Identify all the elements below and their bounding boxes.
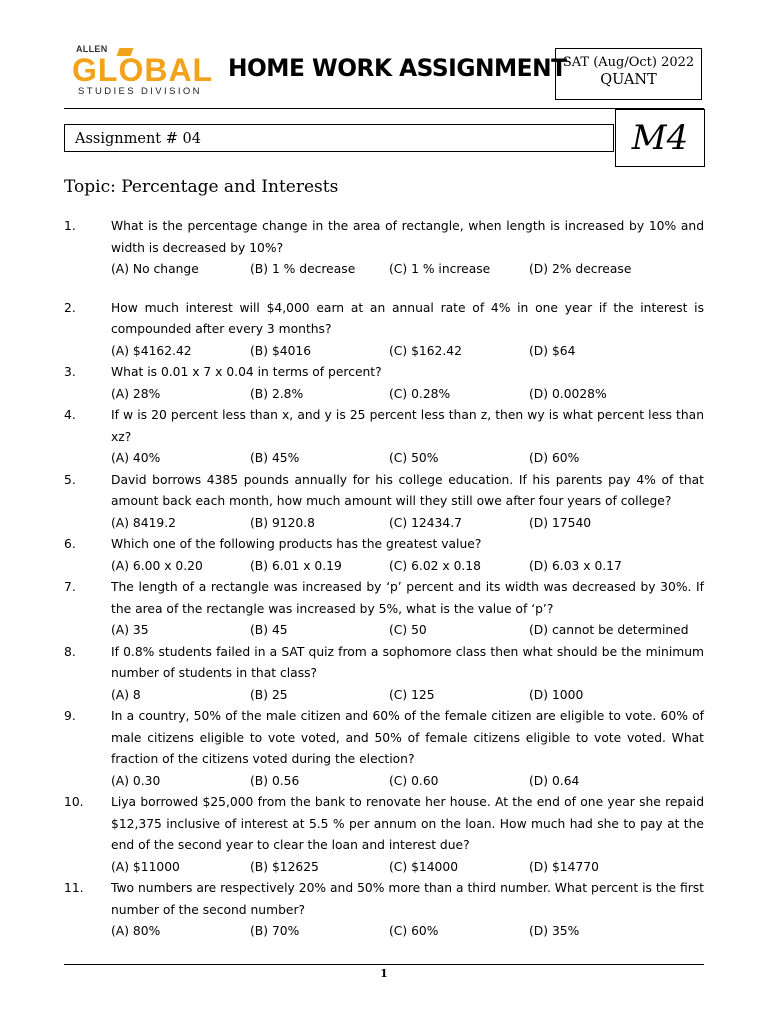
question-number: 4. (64, 408, 76, 422)
answer-options (111, 259, 704, 281)
exam-info-box (555, 48, 702, 100)
answer-option-d: (D) $14770 (529, 859, 599, 874)
question-text: In a country, 50% of the male citizen and 60% of the female citizen are eligible to vote. 60% of male citizens eligible to vote voted, and 50% of female citizens eligible to vote voted. What fraction of the citizens voted during the election? (111, 709, 704, 766)
answer-option-a: (A) 6.00 x 0.20 (111, 558, 203, 573)
answer-option-b: (B) 0.56 (250, 773, 300, 788)
answer-option-d: (D) 60% (529, 451, 580, 465)
answer-option-b: (B) 6.01 x 0.19 (250, 558, 342, 573)
answer-options (111, 513, 704, 535)
page-number: 1 (380, 967, 388, 980)
page-title: HOME WORK ASSIGNMENT (228, 54, 567, 82)
answer-option-d: (D) 0.0028% (529, 386, 607, 401)
answer-option-a: (A) 80% (111, 924, 161, 938)
question-item (64, 878, 704, 943)
question-item (64, 298, 704, 363)
answer-option-b: (B) 9120.8 (250, 515, 315, 530)
question-text: Two numbers are respectively 20% and 50% more than a third number. What percent is the first number of the second number? (111, 881, 704, 917)
answer-options (111, 685, 704, 707)
answer-option-a: (A) 35 (111, 623, 149, 637)
answer-option-b: (B) 1 % decrease (250, 262, 356, 276)
question-text: How much interest will $4,000 earn at an annual rate of 4% in one year if the interest is compounded after every 3 months? (111, 300, 704, 336)
answer-option-c: (C) 60% (389, 924, 439, 938)
answer-option-a: (A) 28% (111, 386, 161, 401)
question-item (64, 470, 704, 535)
question-text: Liya borrowed $25,000 from the bank to renovate her house. At the end of one year she repaid $12,375 inclusive of interest at 5.5 % per annum on the loan. How much had she to pay at the end of the second year to clear the loan and interest due? (111, 795, 704, 852)
answer-options (111, 384, 704, 406)
question-text: David borrows 4385 pounds annually for his college education. If his parents pay 4% of that amount back each month, how much amount will they still owe after four years of college? (111, 472, 704, 508)
answer-option-b: (B) 25 (250, 687, 288, 702)
question-item (64, 216, 704, 281)
logo-subtitle: STUDIES DIVISION (78, 86, 202, 97)
question-number: 8. (64, 644, 76, 659)
topic-heading: Topic: Percentage and Interests (64, 177, 339, 197)
answer-options (111, 620, 704, 642)
answer-option-a: (A) $4162.42 (111, 343, 192, 358)
answer-option-c: (C) $14000 (389, 859, 459, 874)
question-number: 7. (64, 580, 76, 594)
answer-option-d: (D) $64 (529, 343, 576, 358)
question-number: 3. (64, 365, 76, 379)
question-number: 2. (64, 300, 76, 315)
allen-global-logo (72, 44, 214, 100)
question-item (64, 642, 704, 707)
answer-option-b: (B) 45 (250, 623, 288, 637)
answer-option-c: (C) 125 (389, 687, 435, 702)
question-number: 9. (64, 709, 76, 723)
question-text: What is the percentage change in the area of rectangle, when length is increased by 10% and width is decreased by 10%? (111, 219, 704, 255)
answer-option-a: (A) No change (111, 262, 199, 276)
answer-option-c: (C) 50% (389, 451, 439, 465)
logo-allen-text: ALLEN (76, 44, 108, 54)
answer-option-c: (C) 50 (389, 623, 427, 637)
exam-name: SAT (Aug/Oct) 2022 (562, 55, 695, 70)
question-number: 6. (64, 537, 76, 551)
answer-option-a: (A) $11000 (111, 859, 180, 874)
answer-option-c: (C) 12434.7 (389, 515, 462, 530)
answer-options (111, 341, 704, 363)
module-code: M4 (615, 109, 705, 167)
answer-option-d: (D) 17540 (529, 515, 592, 530)
header-divider (64, 108, 704, 109)
question-number: 10. (64, 795, 84, 809)
answer-options (111, 448, 704, 470)
answer-option-c: (C) 6.02 x 0.18 (389, 558, 481, 573)
question-text: Which one of the following products has the greatest value? (111, 537, 482, 551)
answer-option-a: (A) 0.30 (111, 773, 161, 788)
answer-option-a: (A) 40% (111, 451, 161, 465)
answer-option-d: (D) 6.03 x 0.17 (529, 558, 622, 573)
question-text: If 0.8% students failed in a SAT quiz from a sophomore class then what should be the minimum number of students in that class? (111, 644, 704, 680)
question-item (64, 706, 704, 792)
question-item (64, 405, 704, 470)
answer-option-b: (B) 2.8% (250, 386, 304, 401)
answer-option-c: (C) 0.60 (389, 773, 439, 788)
answer-option-d: (D) 2% decrease (529, 262, 632, 276)
footer-divider (64, 964, 704, 965)
answer-option-b: (B) 45% (250, 451, 300, 465)
assignment-label: Assignment # 04 (64, 124, 614, 152)
spacer (64, 281, 704, 298)
answer-option-d: (D) cannot be determined (529, 623, 689, 637)
question-item (64, 362, 704, 405)
answer-option-b: (B) 70% (250, 924, 300, 938)
question-list (64, 216, 704, 943)
answer-options (111, 556, 704, 578)
answer-option-c: (C) 0.28% (389, 386, 451, 401)
question-text: If w is 20 percent less than x, and y is 25 percent less than z, then wy is what percent less than xz? (111, 408, 704, 444)
question-item (64, 534, 704, 577)
question-number: 5. (64, 472, 76, 487)
answer-option-b: (B) $12625 (250, 859, 319, 874)
question-item (64, 577, 704, 642)
answer-options (111, 921, 704, 943)
answer-option-d: (D) 0.64 (529, 773, 580, 788)
answer-option-b: (B) $4016 (250, 343, 312, 358)
answer-option-c: (C) $162.42 (389, 343, 462, 358)
question-number: 11. (64, 881, 84, 895)
logo-global-text: GLOBAL (72, 52, 214, 88)
exam-section: QUANT (600, 72, 657, 88)
answer-option-a: (A) 8419.2 (111, 515, 176, 530)
answer-option-c: (C) 1 % increase (389, 262, 491, 276)
answer-option-d: (D) 1000 (529, 687, 584, 702)
answer-option-d: (D) 35% (529, 924, 580, 938)
answer-options (111, 771, 704, 793)
answer-option-a: (A) 8 (111, 687, 141, 702)
question-text: The length of a rectangle was increased by ‘p’ percent and its width was decreased by 30%. If the area of the rectangle was increased by 5%, what is the value of ‘p’? (111, 580, 704, 616)
answer-options (111, 857, 704, 879)
question-number: 1. (64, 219, 76, 233)
question-item (64, 792, 704, 878)
question-text: What is 0.01 x 7 x 0.04 in terms of percent? (111, 365, 382, 379)
